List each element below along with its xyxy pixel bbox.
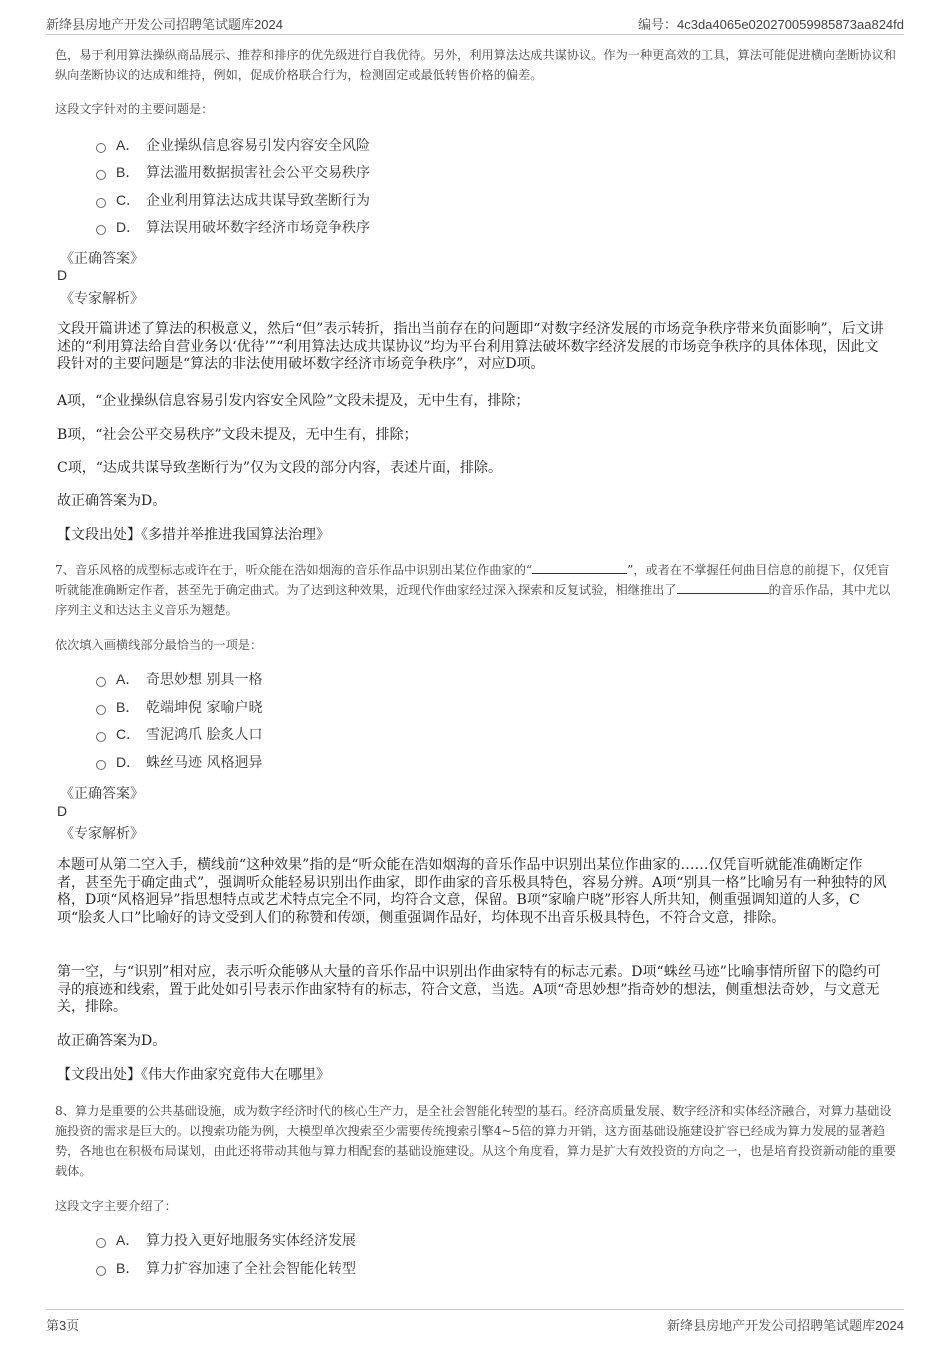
q8-passage: 8、算力是重要的公共基础设施，成为数字经济时代的核心生产力，是全社会智能化转型的基石。经济高质量发展、数字经济和实体经济融合，对算力基础设施投资的需求是巨大的。以搜索功能为例，大模型单次搜索至少需要传统搜索引擎4~5倍的算力开销，这方面基础设施建设扩容已经成为算力发展的显著趋势，各地也在积极布局谋划，由此还将带动其他与算力相配套的基础设施建设。从这个角度看，算力是扩大有效投资的方向之一，也是培育投资新动能的重要载体。 [55, 1104, 896, 1178]
q6-option-b[interactable]: B． 算法滥用数据损害社会公平交易秩序 [96, 161, 370, 183]
q6-conclusion: 故正确答案为D。 [57, 493, 167, 509]
footer-divider [46, 1309, 904, 1310]
q7-option-c[interactable]: C． 雪泥鸿爪 脍炙人口 [96, 723, 262, 745]
q7-answer-label: 《正确答案》 [60, 786, 144, 802]
header-title: 新绛县房地产开发公司招聘笔试题库2024 [46, 17, 283, 32]
radio-icon[interactable] [96, 705, 106, 715]
q7-conclusion: 故正确答案为D。 [57, 1033, 167, 1049]
q6-analysis-c: C项，“达成共谋导致垄断行为”仅为文段的部分内容，表述片面，排除。 [57, 460, 503, 476]
q8-question: 这段文字主要介绍了： [55, 1199, 177, 1213]
q7-answer: D [57, 803, 68, 819]
radio-icon[interactable] [96, 732, 106, 742]
q8-option-b[interactable]: B． 算力扩容加速了全社会智能化转型 [96, 1257, 356, 1279]
q7-analysis-first-blank: 第一空，与“识别”相对应，表示听众能够从大量的音乐作品中识别出作曲家特有的标志元素。D项“蛛丝马迹”比喻事情所留下的隐约可寻的痕迹和线索，置于此处如引号表示作曲家特有的标志，符合文意，当选。A项“奇思妙想”指奇妙的想法，侧重想法奇妙，与文意无关，排除。 [57, 964, 881, 1015]
header-serial: 编号：4c3da4065e020270059985873aa824fd [637, 17, 904, 32]
q6-source: 【文段出处】《多措并举推进我国算法治理》 [57, 527, 330, 543]
q7-analysis-body: 本题可从第二空入手，横线前“这种效果”指的是“听众能在浩如烟海的音乐作品中识别出某位作曲家的……仅凭盲听就能准确断定作者，甚至先于确定曲式”，强调听众能轻易识别出作曲家，即作曲家的音乐极具特色，容易分辨。A项“别具一格”比喻另有一种独特的风格，D项“风格迥异”指思想特点或艺术特点完全不同，均符合文意，保留。B项“家喻户晓”形容人所共知，侧重强调知道的人多，C项“脍炙人口”比喻好的诗文受到人们的称赞和传颂，侧重强调作品好，均体现不出音乐极具特色，不符合文意，排除。 [57, 857, 887, 926]
q6-option-a[interactable]: A． 企业操纵信息容易引发内容安全风险 [96, 134, 370, 156]
q7-source: 【文段出处】《伟大作曲家究竟伟大在哪里》 [57, 1067, 330, 1083]
q7-option-d[interactable]: D． 蛛丝马迹 风格迥异 [96, 751, 262, 773]
q7-option-a[interactable]: A． 奇思妙想 别具一格 [96, 668, 262, 690]
q7-question: 依次填入画横线部分最恰当的一项是： [55, 638, 263, 652]
blank-2 [677, 581, 769, 594]
q7-passage: 7、音乐风格的成型标志或许在于，听众能在浩如烟海的音乐作品中识别出某位作曲家的“ ”，或者在不掌握任何曲目信息的前提下，仅凭盲听就能准确断定作者，甚至先于确定曲式。为了达到这种效果，近现代作曲家经过深入探索和反复试验，相继推出了 的音乐作品，其中尤以序列主义和达达主义音乐为翘楚。 [55, 563, 891, 617]
header-divider [46, 34, 904, 35]
radio-icon[interactable] [96, 225, 106, 235]
q6-answer: D [57, 267, 68, 283]
radio-icon[interactable] [96, 198, 106, 208]
q7-option-b[interactable]: B． 乾端坤倪 家喻户晓 [96, 696, 262, 718]
q6-answer-label: 《正确答案》 [60, 251, 144, 267]
q6-analysis-label: 《专家解析》 [60, 291, 144, 307]
page-header [46, 12, 904, 34]
q6-analysis-a: A项，“企业操纵信息容易引发内容安全风险”文段未提及，无中生有，排除； [57, 393, 530, 409]
radio-icon[interactable] [96, 677, 106, 687]
radio-icon[interactable] [96, 170, 106, 180]
q8-option-a[interactable]: A． 算力投入更好地服务实体经济发展 [96, 1229, 356, 1251]
footer-title: 新绛县房地产开发公司招聘笔试题库2024 [667, 1318, 904, 1333]
q6-analysis-body: 文段开篇讲述了算法的积极意义，然后“但”表示转折，指出当前存在的问题即“对数字经济发展的市场竞争秩序带来负面影响”，后文讲述的“利用算法给自营业务以‘优待’”“利用算法达成共谋协议”均为平台利用算法破坏数字经济发展的市场竞争秩序的具体体现，因此文段针对的主要问题是“算法的非法使用破坏数字经济市场竞争秩序”，对应D项。 [57, 321, 884, 372]
radio-icon[interactable] [96, 1238, 106, 1248]
q7-analysis-label: 《专家解析》 [60, 826, 144, 842]
radio-icon[interactable] [96, 143, 106, 153]
q6-option-c[interactable]: C． 企业利用算法达成共谋导致垄断行为 [96, 189, 370, 211]
passage-continued: 色，易于利用算法操纵商品展示、推荐和排序的优先级进行自我优待。另外，利用算法达成共谋协议。作为一种更高效的工具，算法可能促进横向垄断协议和纵向垄断协议的达成和维持，例如，促成价格联合行为，检测固定或最低转售价格的偏差。 [55, 48, 896, 82]
q6-question: 这段文字针对的主要问题是： [55, 102, 214, 116]
q6-option-d[interactable]: D． 算法误用破坏数字经济市场竞争秩序 [96, 216, 370, 238]
page-number: 第3页 [46, 1318, 80, 1333]
radio-icon[interactable] [96, 1266, 106, 1276]
radio-icon[interactable] [96, 760, 106, 770]
blank-1 [532, 561, 627, 574]
q6-analysis-b: B项，“社会公平交易秩序”文段未提及，无中生有，排除； [57, 427, 418, 443]
